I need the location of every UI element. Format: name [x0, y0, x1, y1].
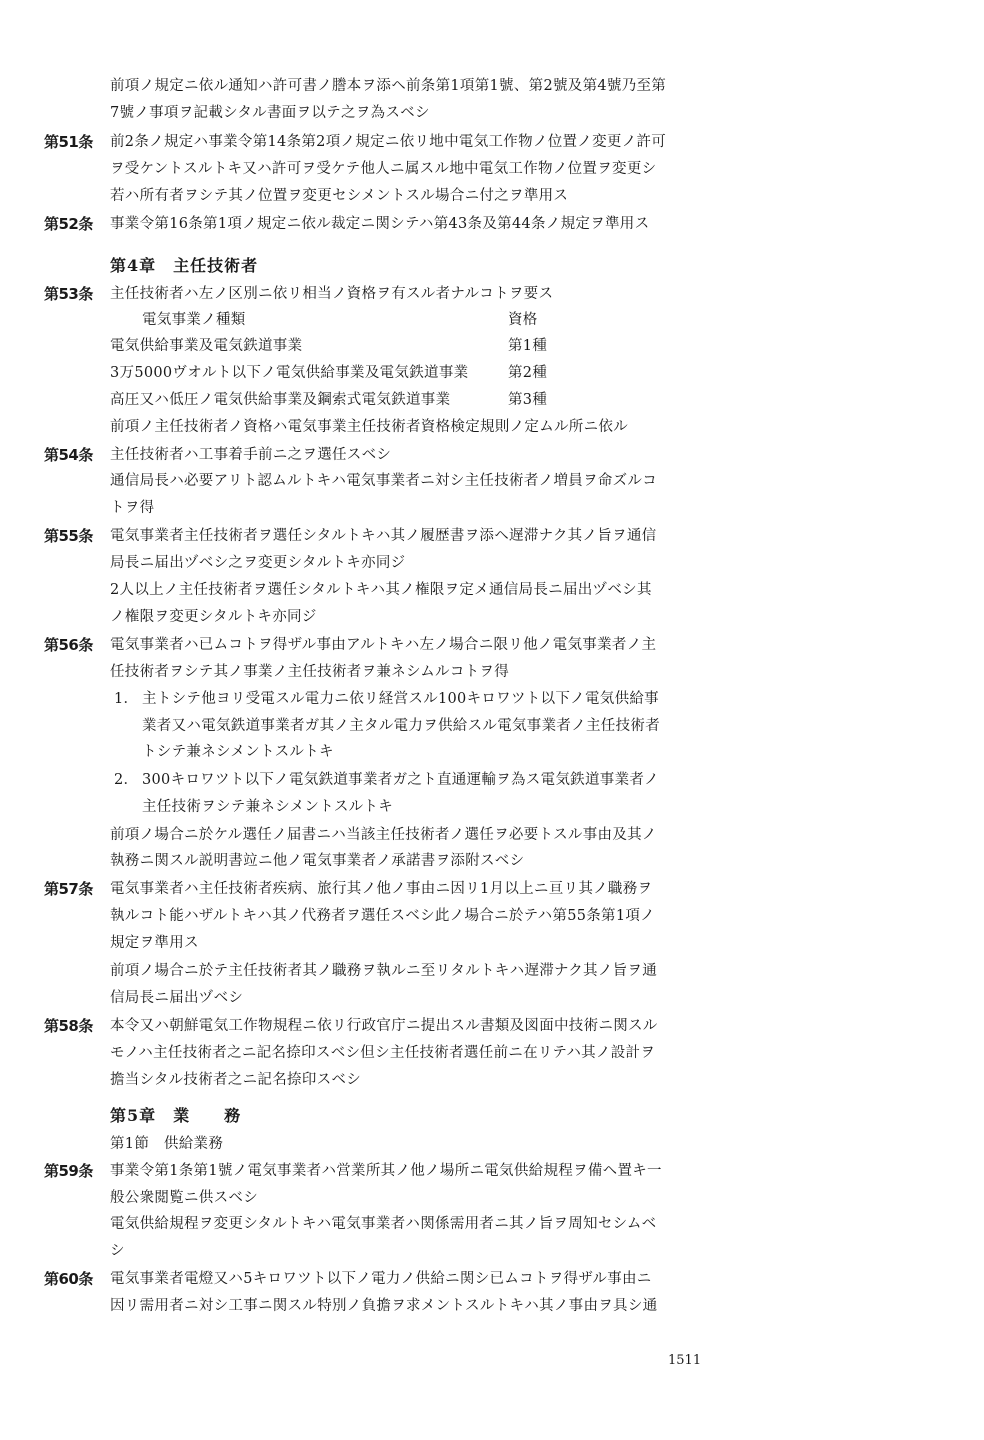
article-number: 第56条 — [44, 636, 93, 654]
text-line — [0, 335, 984, 361]
table-header-cell: 電気事業ノ種類 — [142, 312, 246, 328]
text-line — [0, 960, 984, 986]
paragraph-text: トヲ得 — [110, 500, 155, 516]
text-line — [0, 283, 984, 309]
list-item-text: 300キロワツト以下ノ電気鉄道事業者ガ之ト直通運輸ヲ為ス電気鉄道事業者ノ — [142, 772, 659, 788]
paragraph-text: 若ハ所有者ヲシテ其ノ位置ヲ変更セシメントスル場合ニ付之ヲ準用ス — [110, 188, 569, 204]
text-line — [0, 661, 984, 687]
paragraph-text: 本令又ハ朝鮮電気工作物規程ニ依リ行政官庁ニ提出スル書類及図面中技術ニ関スル — [110, 1018, 658, 1034]
paragraph-text: 執務ニ関スル説明書竝ニ他ノ電気事業者ノ承諾書ヲ添附スベシ — [110, 853, 525, 869]
text-line — [0, 470, 984, 496]
paragraph-text: 局長ニ届出ヅベシ之ヲ変更シタルトキ亦同ジ — [110, 555, 406, 571]
text-line — [0, 255, 984, 281]
text-line — [0, 987, 984, 1013]
text-line — [0, 715, 984, 741]
text-line — [0, 185, 984, 211]
paragraph-text: 前項ノ場合ニ於テ主任技術者其ノ職務ヲ執ルニ至リタルトキハ遅滞ナク其ノ旨ヲ通 — [110, 963, 658, 979]
text-line — [0, 389, 984, 415]
text-line — [0, 1133, 984, 1159]
chapter-heading: 第5章 業 務 — [110, 1106, 242, 1125]
article-number: 第59条 — [44, 1162, 93, 1180]
article-number: 第54条 — [44, 446, 93, 464]
paragraph-text: 通信局長ハ必要アリト認ムルトキハ電気事業者ニ対シ主任技術者ノ増員ヲ命ズルコ — [110, 473, 658, 489]
article-number: 第55条 — [44, 527, 93, 545]
text-line — [0, 1160, 984, 1186]
paragraph-text: 前2条ノ規定ハ事業令第14条第2項ノ規定ニ依リ地中電気工作物ノ位置ノ変更ノ許可 — [110, 134, 667, 150]
text-line — [0, 309, 984, 335]
text-line — [0, 824, 984, 850]
text-line — [0, 850, 984, 876]
paragraph-text: 任技術者ヲシテ其ノ事業ノ主任技術者ヲ兼ネシムルコトヲ得 — [110, 664, 510, 680]
text-line — [0, 416, 984, 442]
paragraph-text: モノハ主任技術者之ニ記名捺印スベシ但シ主任技術者選任前ニ在リテハ其ノ設計ヲ — [110, 1045, 656, 1061]
paragraph-text: 因リ需用者ニ対シ工事ニ関スル特別ノ負擔ヲ求メントスルトキハ其ノ事由ヲ具シ通 — [110, 1298, 658, 1314]
section-heading: 第1節 供給業務 — [110, 1136, 224, 1152]
table-cell: 高圧又ハ低圧ノ電気供給事業及鋼索式電気鉄道事業 — [110, 392, 451, 408]
text-line — [0, 1042, 984, 1068]
paragraph-text: 主任技術者ハ左ノ区別ニ依リ相当ノ資格ヲ有スル者ナルコトヲ要ス — [110, 286, 554, 302]
list-item-text: 主トシテ他ヨリ受電スル電力ニ依リ経営スル100キロワツト以下ノ電気供給事 — [142, 691, 659, 707]
text-line — [0, 741, 984, 767]
text-line — [0, 497, 984, 523]
chapter-heading: 第4章 主任技術者 — [110, 256, 259, 275]
paragraph-text: 般公衆閲覧ニ供スベシ — [110, 1190, 258, 1206]
table-cell: 第2種 — [508, 365, 548, 381]
text-line — [0, 75, 984, 101]
text-line — [0, 213, 984, 239]
list-item-text: トシテ兼ネシメントスルトキ — [142, 744, 334, 760]
paragraph-text: 擔当シタル技術者之ニ記名捺印スベシ — [110, 1072, 362, 1088]
article-number: 第52条 — [44, 215, 93, 233]
list-item-text: 主任技術ヲシテ兼ネシメントスルトキ — [142, 799, 394, 815]
paragraph-text: 規定ヲ準用ス — [110, 935, 199, 951]
text-line — [0, 932, 984, 958]
page-number: 1511 — [668, 1353, 702, 1368]
article-number: 第53条 — [44, 285, 93, 303]
paragraph-text: 電気事業者ハ已ムコトヲ得ザル事由アルトキハ左ノ場合ニ限リ他ノ電気事業者ノ主 — [110, 637, 657, 653]
text-line — [0, 525, 984, 551]
article-number: 第51条 — [44, 133, 93, 151]
paragraph-text: 執ルコト能ハザルトキハ其ノ代務者ヲ選任スベシ此ノ場合ニ於テハ第55条第1項ノ — [110, 908, 655, 924]
paragraph-text: 事業令第16条第1項ノ規定ニ依ル裁定ニ関シテハ第43条及第44条ノ規定ヲ準用ス — [110, 216, 650, 232]
text-line — [0, 1268, 984, 1294]
paragraph-text: 電気事業者電燈又ハ5キロワツト以下ノ電力ノ供給ニ関シ已ムコトヲ得ザル事由ニ — [110, 1271, 652, 1287]
paragraph-text: 電気供給規程ヲ変更シタルトキハ電気事業者ハ関係需用者ニ其ノ旨ヲ周知セシムベ — [110, 1216, 657, 1232]
table-cell: 電気供給事業及電気鉄道事業 — [110, 338, 303, 354]
text-line — [0, 1240, 984, 1266]
text-line — [0, 634, 984, 660]
text-line — [0, 905, 984, 931]
paragraph-text: 前項ノ規定ニ依ル通知ハ許可書ノ謄本ヲ添ヘ前条第1項第1號、第2號及第4號乃至第 — [110, 78, 667, 94]
article-number: 第60条 — [44, 1270, 93, 1288]
list-item-text: 業者又ハ電気鉄道事業者ガ其ノ主タル電力ヲ供給スル電気事業者ノ主任技術者 — [142, 718, 660, 734]
text-line — [0, 1187, 984, 1213]
table-cell: 第1種 — [508, 338, 548, 354]
text-line — [0, 362, 984, 388]
paragraph-text: 7號ノ事項ヲ記載シタル書面ヲ以テ之ヲ為スベシ — [110, 105, 430, 121]
text-line — [0, 1105, 984, 1131]
list-item-marker: 1． — [114, 691, 139, 707]
text-line — [0, 688, 984, 714]
paragraph-text: 2人以上ノ主任技術者ヲ選任シタルトキハ其ノ権限ヲ定メ通信局長ニ届出ヅベシ其 — [110, 582, 652, 598]
text-line — [0, 158, 984, 184]
paragraph-text: 電気事業者主任技術者ヲ選任シタルトキハ其ノ履歴書ヲ添ヘ遅滞ナク其ノ旨ヲ通信 — [110, 528, 657, 544]
list-item-marker: 2． — [114, 772, 139, 788]
table-cell: 第3種 — [508, 392, 548, 408]
text-line — [0, 444, 984, 470]
paragraph-text: 電気事業者ハ主任技術者疾病、旅行其ノ他ノ事由ニ因リ1月以上ニ亘リ其ノ職務ヲ — [110, 881, 653, 897]
text-line — [0, 796, 984, 822]
paragraph-text: 信局長ニ届出ヅベシ — [110, 990, 244, 1006]
article-number: 第57条 — [44, 880, 93, 898]
text-line — [0, 878, 984, 904]
article-number: 第58条 — [44, 1017, 93, 1035]
paragraph-text: 事業令第1条第1號ノ電気事業者ハ営業所其ノ他ノ場所ニ電気供給規程ヲ備ヘ置キ一 — [110, 1163, 662, 1179]
text-line — [0, 1015, 984, 1041]
paragraph-text: ヲ受ケントスルトキ又ハ許可ヲ受ケテ他人ニ属スル地中電気工作物ノ位置ヲ変更シ — [110, 161, 657, 177]
paragraph-text: シ — [110, 1243, 125, 1259]
text-line — [0, 1213, 984, 1239]
text-line — [0, 1069, 984, 1095]
text-line — [0, 552, 984, 578]
paragraph-text: 前項ノ主任技術者ノ資格ハ電気事業主任技術者資格検定規則ノ定ムル所ニ依ル — [110, 419, 628, 435]
text-line — [0, 606, 984, 632]
text-line — [0, 1295, 984, 1321]
paragraph-text: 前項ノ場合ニ於ケル選任ノ届書ニハ当該主任技術者ノ選任ヲ必要トスル事由及其ノ — [110, 827, 657, 843]
paragraph-text: ノ権限ヲ変更シタルトキ亦同ジ — [110, 609, 317, 625]
text-line — [0, 131, 984, 157]
text-line — [0, 769, 984, 795]
table-cell: 3万5000ヴオルト以下ノ電気供給事業及電気鉄道事業 — [110, 365, 469, 381]
table-header-cell: 資格 — [508, 312, 538, 328]
text-line — [0, 102, 984, 128]
paragraph-text: 主任技術者ハ工事着手前ニ之ヲ選任スベシ — [110, 447, 392, 463]
text-line — [0, 579, 984, 605]
